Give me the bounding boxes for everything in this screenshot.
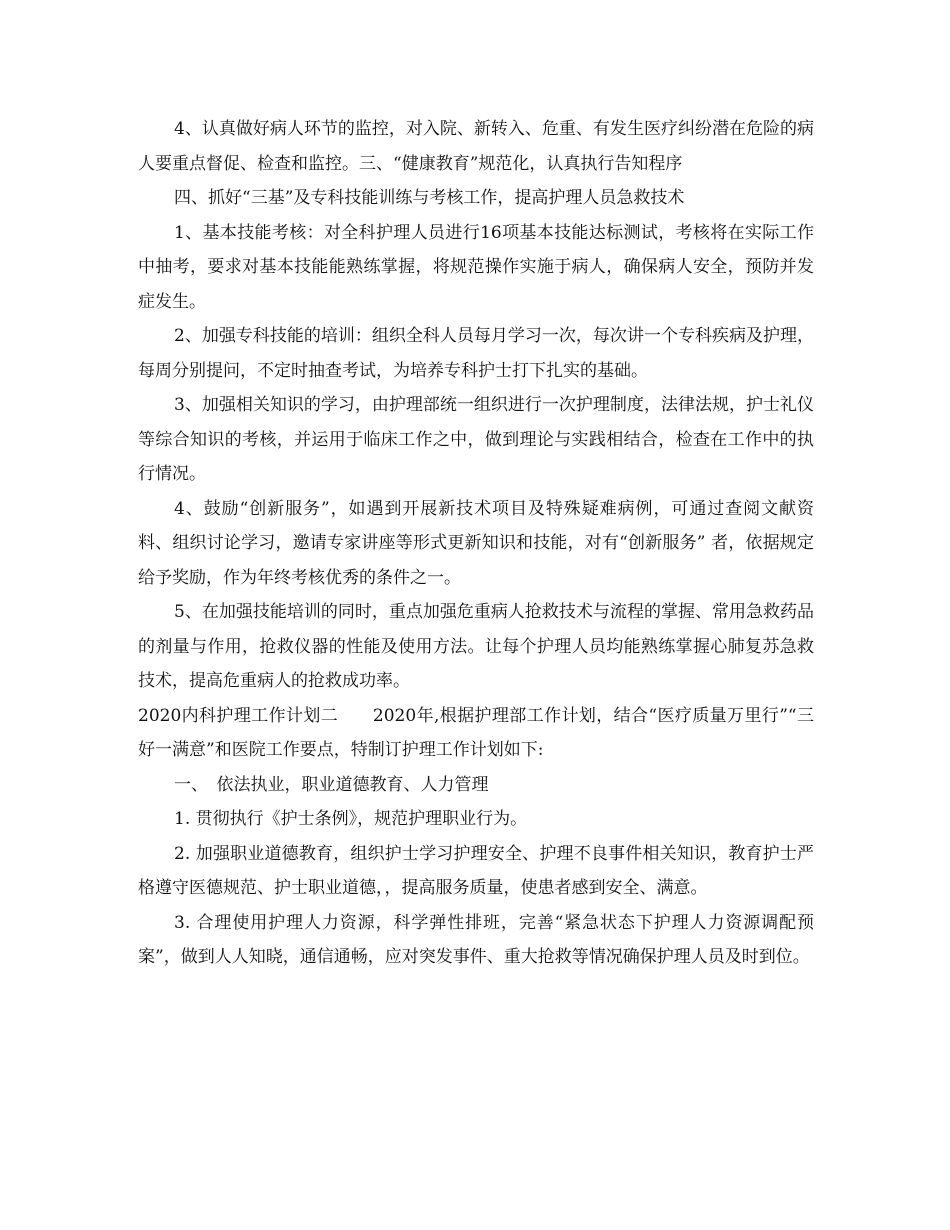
document-page [138, 112, 814, 975]
paragraph-7: 5、在加强技能培训的同时，重点加强危重病人抢救技术与流程的掌握、常用急救药品的剂量与作用，抢救仪器的性能及使用方法。让每个护理人员均能熟练掌握心肺复苏急救技术，提高危重病人的抢救成功率。 [138, 602, 814, 691]
section-heading-plan-two: 2020内科护理工作计划二 2020年,根据护理部工作计划，结合“医疗质量万里行”“三好一满意”和医院工作要点，特制订护理工作计划如下: [138, 705, 814, 760]
paragraph-5: 3、加强相关知识的学习，由护理部统一组织进行一次护理制度，法律法规，护士礼仪等综合知识的考核，并运用于临床工作之中，做到理论与实践相结合，检查在工作中的执行情况。 [138, 395, 814, 484]
paragraph-10: 1. 贯彻执行《护士条例》，规范护理职业行为。 [174, 809, 528, 829]
paragraph-2: 四、抓好“三基”及专科技能训练与考核工作，提高护理人员急救技术 [174, 188, 685, 208]
paragraph-11: 2. 加强职业道德教育，组织护士学习护理安全、护理不良事件相关知识，教育护士严格遵守医德规范、护士职业道德，，提高服务质量，使患者感到安全、满意。 [138, 843, 814, 898]
paragraph-9: 一、 依法执业，职业道德教育、人力管理 [174, 774, 489, 795]
paragraph-12: 3. 合理使用护理人力资源，科学弹性排班，完善“紧急状态下护理人力资源调配预案”，做到人人知晓，通信通畅，应对突发事件、重大抢救等情况确保护理人员及时到位。 [138, 912, 814, 967]
paragraph-6: 4、鼓励“创新服务”，如遇到开展新技术项目及特殊疑难病例，可通过查阅文献资料、组织讨论学习，邀请专家讲座等形式更新知识和技能，对有“创新服务” 者，依据规定给予奖励，作为年终考核优秀的条件之一。 [138, 498, 814, 588]
paragraph-4: 2、加强专科技能的培训：组织全科人员每月学习一次，每次讲一个专科疾病及护理，每周分别提问，不定时抽查考试，为培养专科护士打下扎实的基础。 [138, 326, 814, 381]
paragraph-1: 4、认真做好病人环节的监控，对入院、新转入、危重、有发生医疗纠纷潜在危险的病人要重点督促、检查和监控。三、“健康教育”规范化，认真执行告知程序 [138, 119, 814, 174]
paragraph-3: 1、基本技能考核：对全科护理人员进行16项基本技能达标测试，考核将在实际工作中抽考，要求对基本技能能熟练掌握，将规范操作实施于病人，确保病人安全，预防并发症发生。 [138, 222, 814, 312]
